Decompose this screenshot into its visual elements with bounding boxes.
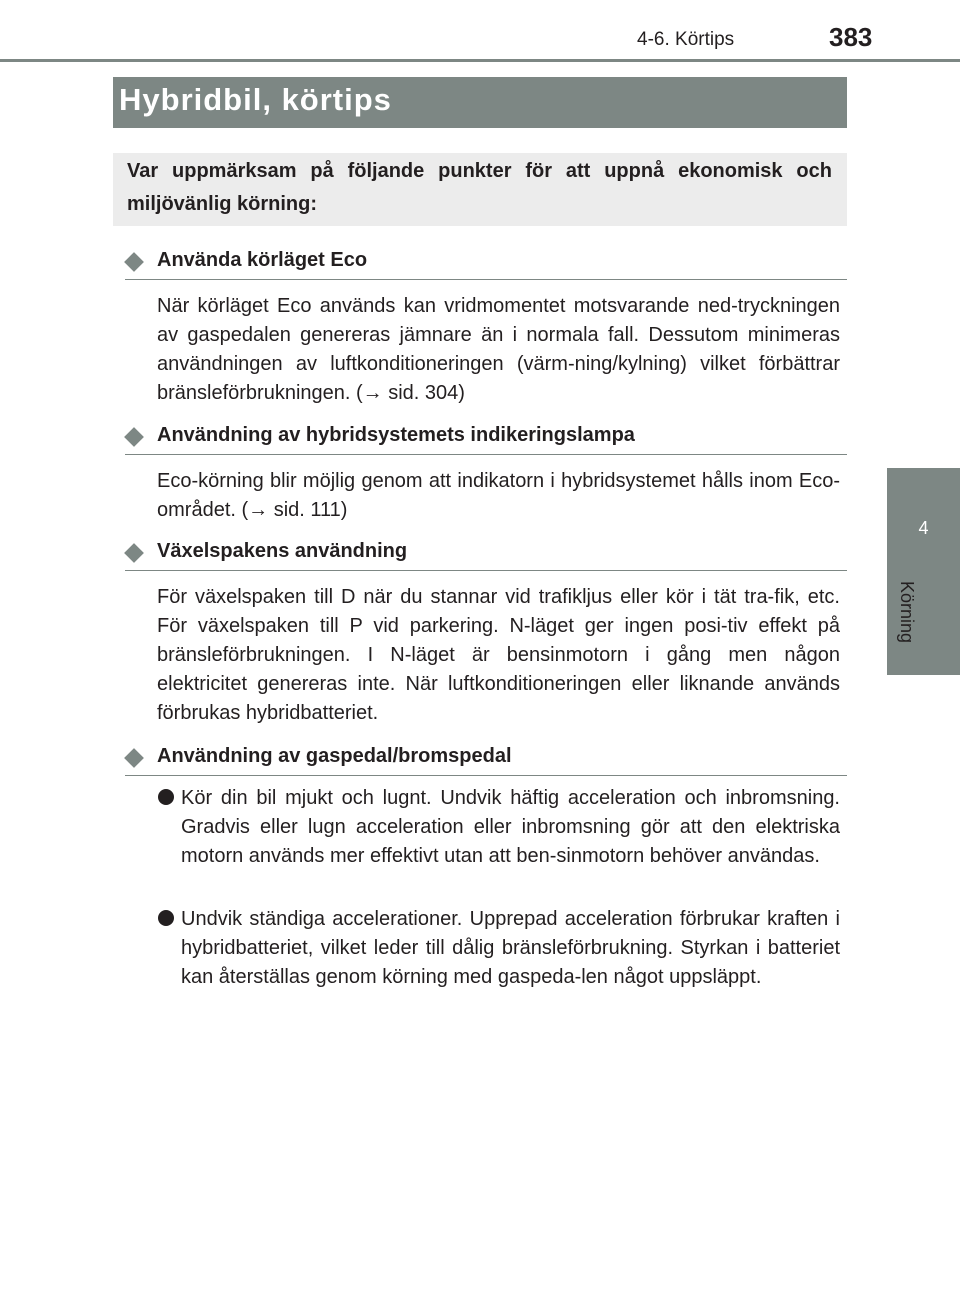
page-number: 383: [829, 22, 873, 52]
section-paragraph: Eco-körning blir möjlig genom att indikatorn i hybridsystemet hålls inom Eco-området. (→ sid. 111): [157, 470, 840, 521]
page-title-bar: [113, 77, 847, 128]
section-title: Användning av hybridsystemets indikeringslampa: [157, 424, 635, 446]
section-heading: [125, 540, 847, 571]
section-paragraph: När körläget Eco används kan vridmomentet motsvarande ned-tryckningen av gaspedalen genereras jämnare än i normala fall. Dessutom minimeras användningen av luftkonditioneringen (värm-ning/kylning) vilket förbättrar bränsleförbrukningen. (→ sid. 304): [157, 295, 840, 404]
diamond-bullet-icon: [124, 543, 144, 563]
section-heading: [125, 424, 847, 455]
bullet-dot-icon: [158, 789, 174, 805]
section-heading: [125, 745, 847, 776]
section-title: Växelspakens användning: [157, 540, 408, 562]
header-section-title: 4-6. Körtips: [637, 29, 735, 50]
list-item-text: Kör din bil mjukt och lugnt. Undvik häftig acceleration och inbromsning. Gradvis eller lugn acceleration eller inbromsning gör att den elektriska motorn används mer effektivt utan att ben-sinmotorn behöver användas.: [181, 787, 840, 867]
chapter-number: 4: [918, 518, 929, 538]
chapter-label: Körning: [897, 581, 917, 644]
intro-box: [113, 153, 847, 226]
page-title: Hybridbil, körtips: [119, 82, 392, 117]
diamond-bullet-icon: [124, 427, 144, 447]
bullet-dot-icon: [158, 910, 174, 926]
section-title: Användning av gaspedal/bromspedal: [157, 745, 512, 767]
diamond-bullet-icon: [124, 252, 144, 272]
section-heading: [125, 249, 847, 280]
section-title: Använda körläget Eco: [157, 249, 368, 271]
intro-text: Var uppmärksam på följande punkter för att uppnå ekonomisk och miljövänlig körning:: [127, 160, 832, 215]
header-divider: [0, 59, 960, 62]
section-paragraph: För växelspaken till D när du stannar vid trafikljus eller kör i tät tra-fik, etc. För växelspaken till P vid parkering. N-läget ger ingen posi-tiv effekt på bränsleförbrukningen. I N-läget är bensinmotorn i gång men någon elektricitet genereras inte. När luftkonditioneringen eller liknande används förbrukas hybridbatteriet.: [157, 586, 840, 724]
diamond-bullet-icon: [124, 748, 144, 768]
list-item-text: Undvik ständiga accelerationer. Upprepad acceleration förbrukar kraften i hybridbatteriet, vilket leder till dålig bränsleförbrukning. Styrkan i batteriet kan återställas genom körning med gaspeda-len något uppsläppt.: [181, 908, 840, 988]
